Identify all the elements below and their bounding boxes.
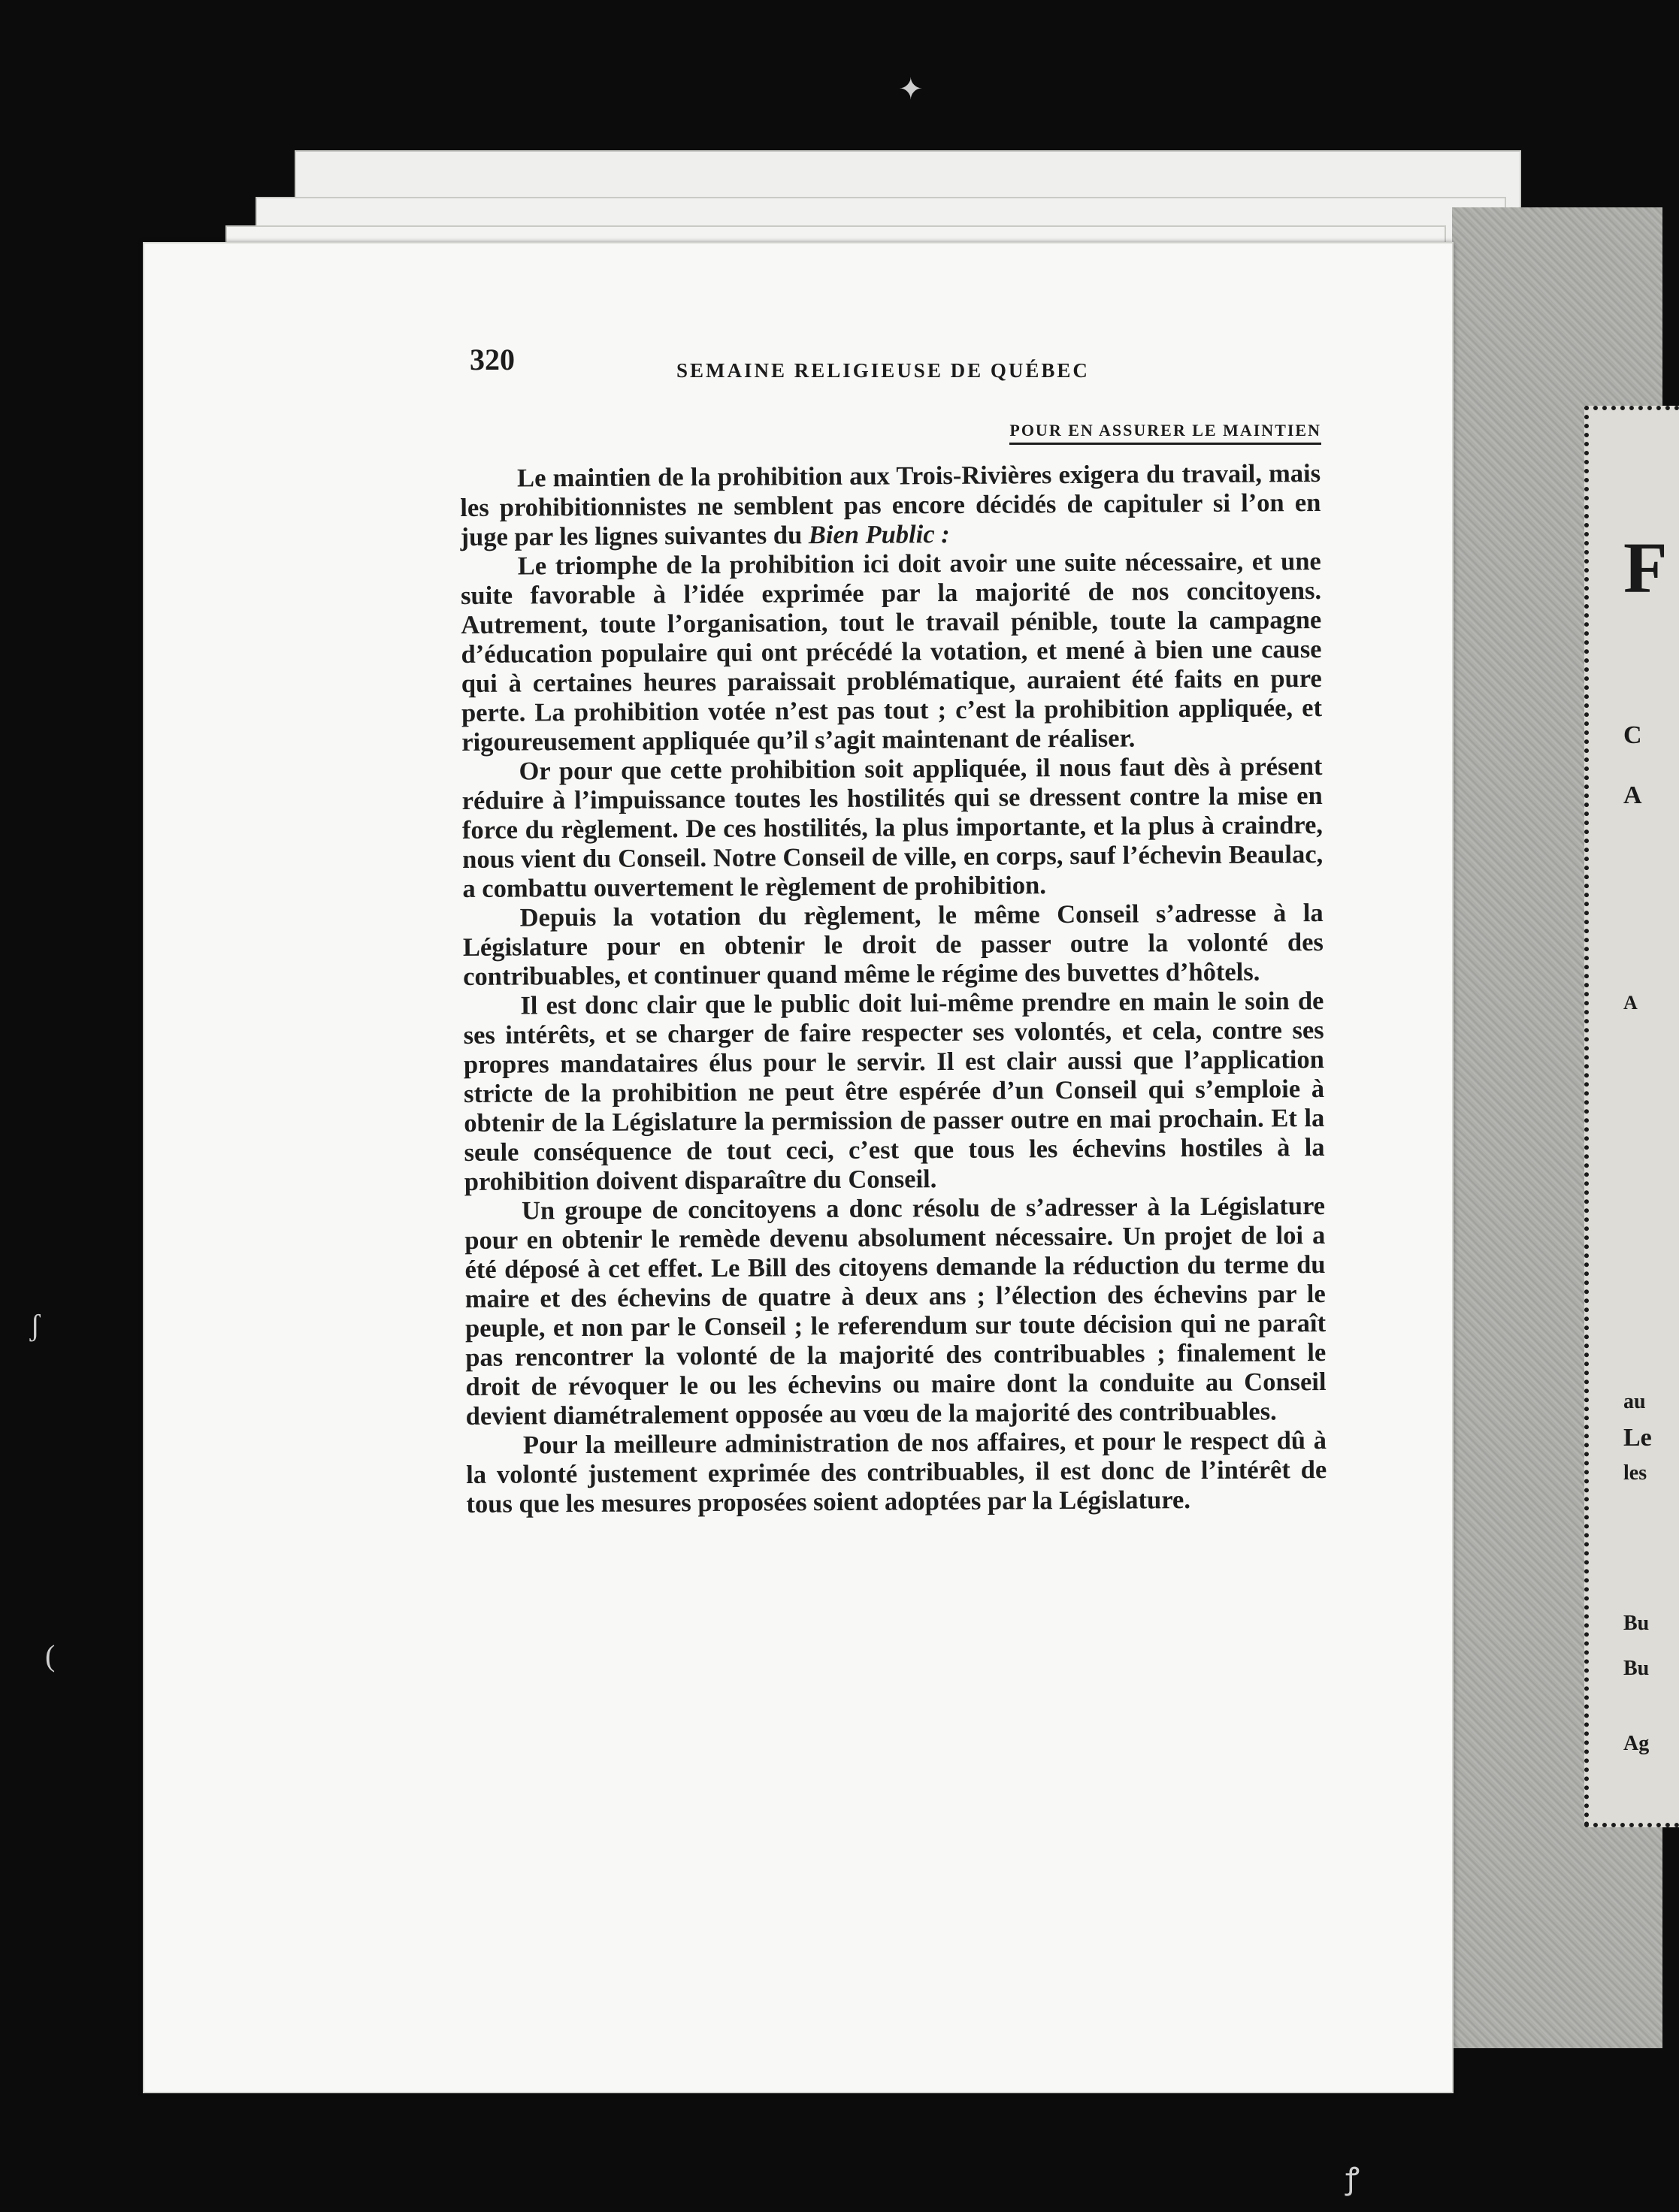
adjacent-page-fragment: C [1623, 721, 1642, 749]
film-speck: ʃ [30, 1308, 41, 1342]
article-paragraph: Pour la meilleure administration de nos affaires, et pour le respect dû à la volonté justement exprimée des contribuables, il est donc de l’intérêt de tous que les mesures proposées soient adoptées par la Législature. [466, 1425, 1327, 1518]
article-intro: Le maintien de la prohibition aux Trois-Rivières exigera du travail, mais les prohibitionnistes ne semblent pas encore décidés de capituler si l’on en juge par les lignes suivantes du [460, 459, 1321, 551]
adjacent-page-fragment: F [1623, 527, 1668, 608]
article-body [460, 459, 1329, 1787]
adjacent-page-fragment: les [1623, 1461, 1647, 1485]
article-paragraph: Il est donc clair que le public doit lui-même prendre en main le soin de ses intérêts, et se charger de faire respecter ses volontés, et cela, contre ses propres mandataires élus pour le servir. Il est clair aussi que l’application stricte de la prohibition ne peut être espérée d’un Conseil qui s’emploie à obtenir de la Législature la permission de passer outre en mai prochain. Et la seule conséquence de tout ceci, c’est que tous les échevins hostiles à la prohibition doivent disparaître du Conseil. [463, 986, 1325, 1196]
article-paragraph: Or pour que cette prohibition soit appliquée, il nous faut dès à présent réduire à l’impuissance toutes les hostilités qui se dressent contre la mise en force du règlement. De ces hostilités, la plus importante, et la plus à craindre, nous vient du Conseil. Notre Conseil de ville, en corps, sauf l’échevin Beaulac, a combattu ouvertement le règlement de prohibition. [461, 751, 1324, 903]
film-speck: ꝭ [1345, 2162, 1360, 2195]
article-paragraph: Un groupe de concitoyens a donc résolu de s’adresser à la Législature pour en obtenir le remède devenu absolument nécessaire. Un projet de loi a été déposé à cet effet. Le Bill des citoyens demande la réduction du terme du maire et des échevins de quatre à deux ans ; l’élection des échevins par le peuple, et non par le Conseil ; le referendum sur toute décision qui ne paraît pas rencontrer la volonté de la majorité des contribuables ; finalement le droit de révoquer le ou les échevins ou maire dont la conduite au Conseil devient diamétralement opposée au vœu de la majorité des contribuables. [464, 1191, 1327, 1431]
publication-name: Bien Public : [808, 520, 950, 550]
film-speck: ( [45, 1639, 56, 1673]
adjacent-page-fragment: A [1623, 992, 1638, 1014]
article-paragraph [460, 459, 1321, 552]
page-number: 320 [470, 343, 515, 376]
adjacent-page-fragment: Bu [1623, 1657, 1650, 1680]
section-title: POUR EN ASSURER LE MAINTIEN [1009, 421, 1321, 445]
adjacent-page-fragment: Bu [1623, 1612, 1650, 1635]
adjacent-page-fragment: Ag [1623, 1732, 1650, 1755]
article-paragraph: Depuis la votation du règlement, le même Conseil s’adresse à la Législature pour en obtenir le droit de passer outre la volonté des contribuables, et continuer quand même le régime des buvettes d’hôtels. [462, 898, 1324, 991]
film-speck: ✦ [898, 72, 924, 106]
running-head: SEMAINE RELIGIEUSE DE QUÉBEC [676, 359, 1090, 382]
adjacent-page-fragment: au [1623, 1390, 1646, 1413]
article-paragraph: Le triomphe de la prohibition ici doit avoir une suite nécessaire, et une suite favorable à l’idée exprimée par la majorité de nos concitoyens. Autrement, toute l’organisation, tout le travail pénible, toute la campagne d’éducation populaire qui ont précédé la votation, et mené à bien une cause qui à certaines heures paraissait problématique, auraient été faits en pure perte. La prohibition votée n’est pas tout ; c’est la prohibition appliquée, et rigoureusement appliquée qu’il s’agit maintenant de réaliser. [460, 547, 1323, 757]
adjacent-page-fragment: Le [1623, 1424, 1652, 1452]
adjacent-page-fragment: A [1623, 781, 1642, 809]
